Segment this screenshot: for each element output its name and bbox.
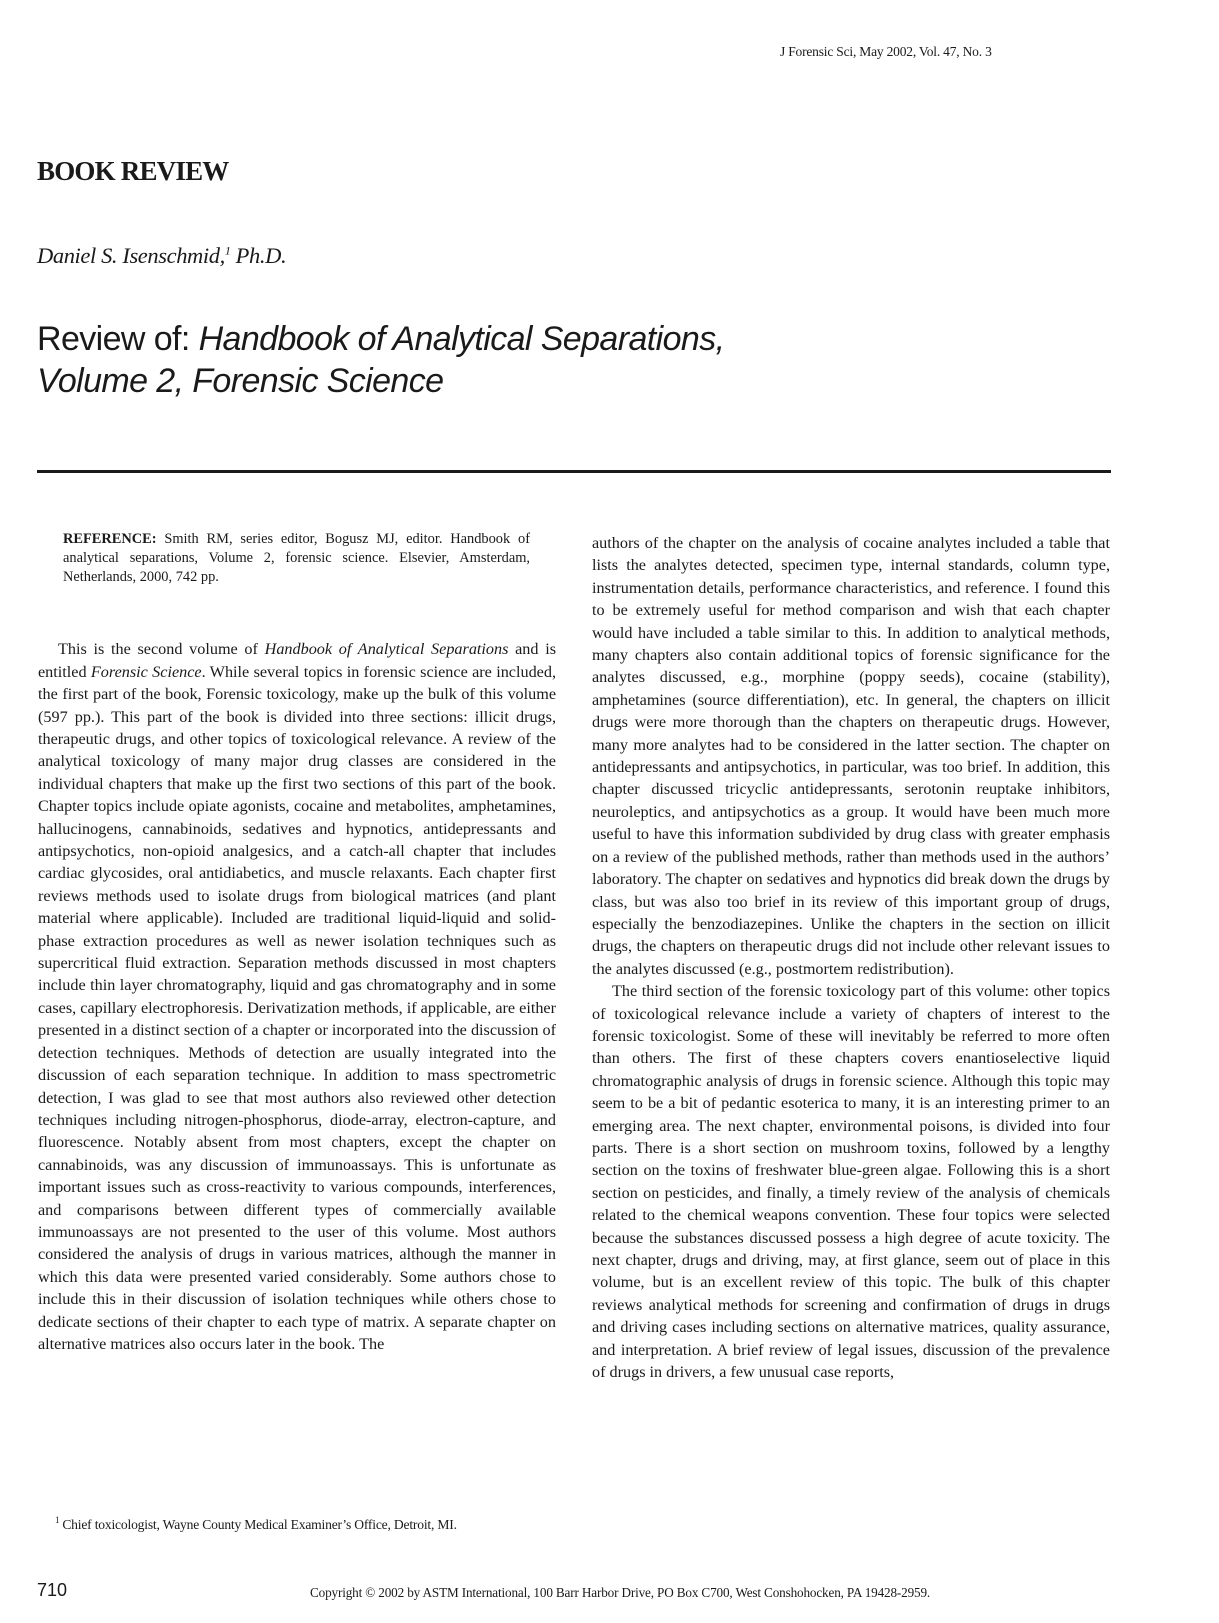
author-footnote-mark[interactable]: 1 xyxy=(224,243,231,258)
author-footnote xyxy=(55,1517,457,1533)
reference-text: Smith RM, series editor, Bogusz MJ, editor. Handbook of analytical separations, Volume 2, forensic science. Elsevier, Amsterdam, Netherlands, 2000, 742 pp. xyxy=(63,531,530,585)
reference-block xyxy=(63,530,530,586)
p1-book-title: Handbook of Analytical Separations xyxy=(264,640,509,659)
title-book-line1: Handbook of Analytical Separations, xyxy=(198,320,725,358)
title-book-line2: Volume 2, Forensic Science xyxy=(37,362,444,400)
author-degree: Ph.D. xyxy=(235,243,287,268)
author-name: Daniel S. Isenschmid, xyxy=(37,243,225,268)
footnote-text: Chief toxicologist, Wayne County Medical Examiner’s Office, Detroit, MI. xyxy=(62,1517,457,1532)
copyright-notice: Copyright © 2002 by ASTM International, 100 Barr Harbor Drive, PO Box C700, West Conshohocken, PA 19428-2959. xyxy=(310,1585,931,1600)
section-label: BOOK REVIEW xyxy=(37,156,229,186)
author-byline xyxy=(37,243,286,269)
running-head: J Forensic Sci, May 2002, Vol. 47, No. 3 xyxy=(780,44,992,59)
p1-rest: . While several topics in forensic science are included, the first part of the book, Forensic toxicology, make up the bulk of this volume (597 pp.). This part of the book is divided into three sections: illicit drugs, therapeutic drugs, and other topics of toxicological relevance. A review of the analytical toxicology of many major drug classes are considered in the individual chapters that make up the first two sections of this part of the book. Chapter topics include opiate agonists, cocaine and metabolites, amphetamines, hallucinogens, cannabinoids, sedatives and hypnotics, antidepressants and antipsychotics, non-opioid analgesics, and a catch-all chapter that includes cardiac glycosides, oral antidiabetics, and muscle relaxants. Each chapter first reviews methods used to isolate drugs from biological matrices (and plant material where applicable). Included are traditional liquid-liquid and solid-phase extraction procedures as well as newer isolation techniques such as supercritical fluid extraction. Separation methods discussed in most chapters include thin layer chromatography, liquid and gas chromatography and in some cases, capillary electrophoresis. Derivatization methods, if applicable, are either presented in a distinct section of a chapter or incorporated into the discussion of detection techniques. Methods of detection are usually integrated into the discussion of each separation technique. In addition to mass spectrometric detection, I was glad to see that most authors also reviewed other detection techniques including nitrogen-phosphorus, diode-array, electron-capture, and fluorescence. Notably absent from most chapters, except the chapter on cannabinoids, was any discussion of immunoassays. This is unfortunate as important issues such as cross-reactivity to various compounds, interferences, and comparisons between different types of commercially available immunoassays are not presented to the user of this volume. Most authors considered the analysis of drugs in various matrices, although the manner in which this data were presented varied considerably. Some authors chose to include this in their discussion of isolation techniques while others chose to dedicate sections of their chapter to each type of matrix. A separate chapter on alternative matrices also occurs later in the book. The xyxy=(38,662,556,1353)
p1-intro: This is the second volume of xyxy=(58,640,265,659)
footnote-mark: 1 xyxy=(55,1515,60,1526)
title-divider xyxy=(37,470,1111,473)
right-column xyxy=(592,532,1110,1383)
p1-mid: and is entitled xyxy=(38,640,557,681)
page-number: 710 xyxy=(37,1580,68,1600)
title-prefix: Review of: xyxy=(37,320,199,358)
body-paragraph-2: The third section of the forensic toxicology part of this volume: other topics of toxicological relevance include a variety of chapters of interest to the forensic toxicologist. Some of these will inevitably be referred to more often than others. The first of these chapters covers enantioselective liquid chromatographic analysis of drugs in forensic science. Although this topic may seem to be a bit of pedantic esoterica to many, it is an interesting primer to an emerging area. The next chapter, environmental poisons, is divided into four parts. There is a short section on mushroom toxins, followed by a lengthy section on the toxins of freshwater blue-green algae. Following this is a short section on pesticides, and finally, a timely review of the analysis of chemicals related to the chemical weapons convention. These four topics were selected because the substances discussed possess a high degree of acute toxicity. The next chapter, drugs and driving, may, at first glance, seem out of place in this volume, but is an excellent review of this topic. The bulk of this chapter reviews analytical methods for screening and confirmation of drugs in drugs and driving cases including sections on alternative matrices, quality assurance, and interpretation. A brief review of legal issues, discussion of the prevalence of drugs in drivers, a few unusual case reports, xyxy=(592,982,1110,1382)
reference-label: REFERENCE: xyxy=(63,531,157,547)
article-title xyxy=(37,318,724,402)
p1-volume-title: Forensic Science xyxy=(90,662,202,681)
body-paragraph-1-continued: authors of the chapter on the analysis of cocaine analytes included a table that lists the analytes detected, specimen type, internal standards, column type, instrumentation details, performance characteristics, and reference. I found this to be extremely useful for method comparison and wish that each chapter would have included a table similar to this. In addition to analytical methods, many chapters also contain additional topics of forensic significance for the analytes discussed, e.g., morphine (poppy seeds), cocaine (stability), amphetamines (source differentiation), etc. In general, the chapters on illicit drugs were more thorough than the chapters on therapeutic drugs. However, many more analytes had to be considered in the latter section. The chapter on antidepressants and antipsychotics, in particular, was too brief. In addition, this chapter discussed tricyclic antidepressants, serotonin reuptake inhibitors, neuroleptics, and antipsychotics as a group. It would have been much more useful to have this information subdivided by drug class with greater emphasis on a review of the published methods, rather than methods used in the authors’ laboratory. The chapter on sedatives and hypnotics did break down the drugs by class, but was also too brief in its review of this important group of drugs, especially the benzodiazepines. Unlike the chapters in the section on illicit drugs, the chapters on therapeutic drugs did not include other relevant issues to the analytes discussed (e.g., postmortem redistribution). xyxy=(592,534,1110,978)
left-column xyxy=(38,530,556,1355)
body-paragraph-1 xyxy=(38,638,556,1355)
